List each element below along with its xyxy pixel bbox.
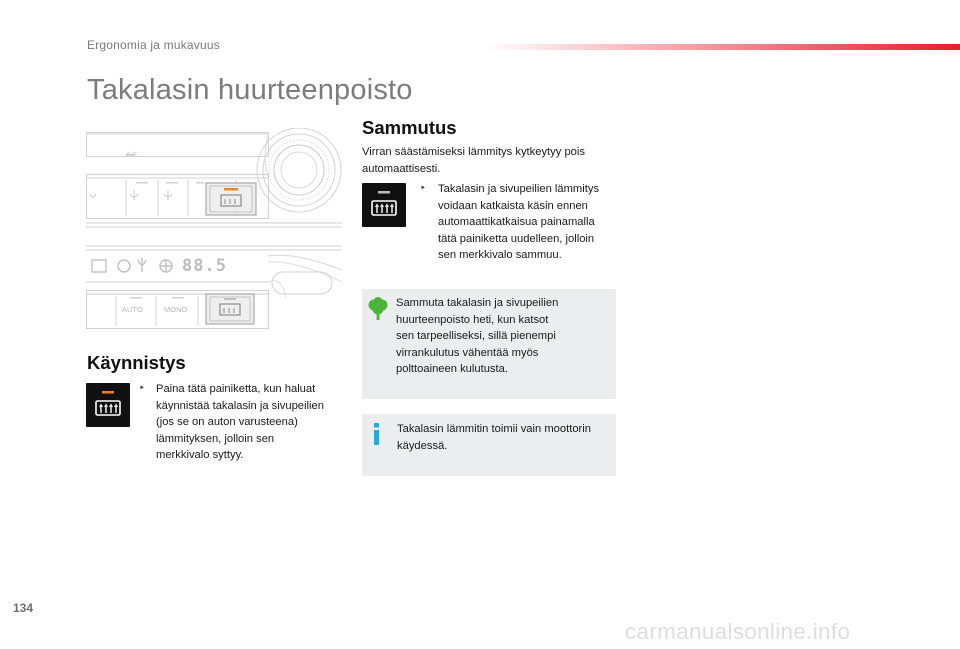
eco-note-line: Sammuta takalasin ja sivupeilien bbox=[396, 297, 559, 309]
chapter-title: Ergonomia ja mukavuus bbox=[87, 38, 220, 52]
sammutus-bullet-text bbox=[438, 181, 628, 264]
rear-defrost-button-on bbox=[86, 383, 130, 427]
auto-button-label: AUTO bbox=[122, 305, 143, 314]
info-icon bbox=[372, 423, 382, 445]
rear-defrost-on-icon bbox=[86, 383, 130, 427]
info-note-line: Takalasin lämmitin toimii vain moottorin bbox=[397, 423, 591, 435]
eco-tree-icon bbox=[368, 297, 388, 321]
kaynnistys-line: Paina tätä painiketta, kun haluat bbox=[156, 383, 316, 395]
kaynnistys-line: käynnistää takalasin ja sivupeilien bbox=[156, 399, 324, 412]
kaynnistys-line: lämmityksen, jolloin sen bbox=[156, 432, 275, 445]
eco-note-line: huurteenpoisto heti, kun katsot bbox=[396, 313, 549, 326]
kaynnistys-heading: Käynnistys bbox=[87, 352, 186, 373]
sammutus-bullet: ‣ bbox=[420, 183, 426, 194]
eco-note-box bbox=[362, 289, 616, 399]
sammutus-heading: Sammutus bbox=[362, 117, 457, 138]
sammutus-bullet-line: Takalasin ja sivupeilien lämmitys bbox=[438, 183, 600, 195]
eco-note-line: sen tarpeelliseksi, sillä pienempi bbox=[396, 330, 556, 342]
kaynnistys-bullet: ‣ bbox=[139, 383, 145, 394]
sammutus-intro-line: automaattisesti. bbox=[362, 162, 441, 175]
climate-panel-illustration-bottom bbox=[86, 242, 342, 332]
page-number: 134 bbox=[13, 601, 34, 615]
page-title: Takalasin huurteenpoisto bbox=[87, 74, 413, 106]
eco-note-line: polttoaineen kulutusta. bbox=[396, 363, 508, 375]
eco-note-line: virrankulutus vähentää myös bbox=[396, 346, 539, 359]
rear-defrost-off-icon bbox=[362, 183, 406, 227]
sammutus-intro-line: Virran säästämiseksi lämmitys kytkeytyy pois bbox=[362, 146, 585, 158]
kaynnistys-line: merkkivalo syttyy. bbox=[156, 449, 244, 461]
info-note-line: käydessä. bbox=[397, 439, 448, 452]
climate-panel-top-drawing bbox=[86, 128, 342, 230]
sammutus-bullet-line: sen merkkivalo sammuu. bbox=[438, 249, 562, 261]
header-accent-line bbox=[485, 44, 960, 50]
kaynnistys-text bbox=[156, 381, 356, 464]
climate-panel-illustration-top bbox=[86, 128, 342, 230]
kaynnistys-line: (jos se on auton varusteena) bbox=[156, 416, 298, 428]
watermark: carmanualsonline.info bbox=[625, 619, 851, 644]
eco-note-text bbox=[396, 295, 611, 378]
rear-defrost-button-off bbox=[362, 183, 406, 227]
temperature-display: 88.5 bbox=[182, 256, 227, 276]
ac-button-label: A/C bbox=[126, 152, 138, 159]
mono-button-label: MONO bbox=[164, 305, 188, 314]
sammutus-bullet-line: automaattikatkaisua painamalla bbox=[438, 216, 595, 228]
info-note-text bbox=[397, 421, 612, 454]
sammutus-bullet-line: voidaan katkaista käsin ennen bbox=[438, 199, 588, 212]
info-note-box bbox=[362, 414, 616, 476]
sammutus-intro bbox=[362, 144, 622, 177]
sammutus-bullet-line: tätä painiketta uudelleen, jolloin bbox=[438, 232, 595, 245]
